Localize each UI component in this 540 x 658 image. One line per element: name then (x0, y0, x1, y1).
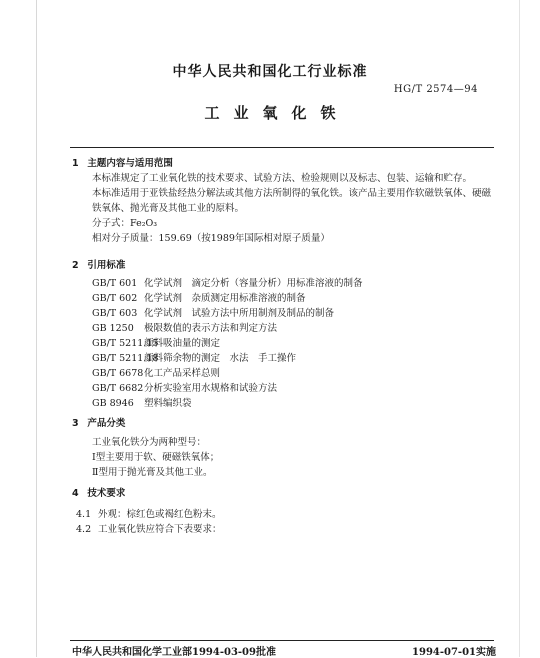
section-heading (72, 258, 494, 273)
section-4 (72, 486, 494, 537)
section-heading (72, 156, 494, 171)
paragraph: 工业氧化铁分为两种型号： (92, 437, 207, 448)
reference-item (72, 396, 494, 411)
paragraph: 相对分子质量：159.69（按1989年国际相对原子质量） (92, 233, 330, 244)
reference-name: 颜料吸油量的测定 (144, 338, 221, 349)
clause-item (72, 507, 494, 522)
reference-name: 颜料筛余物的测定 水法 手工操作 (144, 353, 297, 364)
reference-code: GB/T 602 (92, 293, 138, 304)
section-2 (72, 258, 494, 411)
paragraph: Ⅱ型用于抛光膏及其他工业。 (92, 467, 213, 478)
standard-title: 中华人民共和国化工行业标准 (172, 64, 368, 80)
clause-number: 4.2 (76, 524, 92, 535)
reference-name: 极限数值的表示方法和判定方法 (144, 323, 278, 334)
clause-number: 4.1 (76, 509, 92, 520)
reference-item (72, 351, 494, 366)
reference-name: 化工产品采样总则 (144, 368, 221, 379)
reference-code: GB 8946 (92, 398, 134, 409)
reference-name: 化学试剂 试验方法中所用制剂及制品的制备 (144, 308, 335, 319)
reference-code: GB/T 5211.15 (92, 338, 159, 349)
section-title: 引用标准 (87, 260, 126, 271)
reference-item (72, 366, 494, 381)
effective-date: 1994-07-01实施 (412, 647, 496, 658)
reference-name: 分析实验室用水规格和试验方法 (144, 383, 278, 394)
reference-item (72, 306, 494, 321)
standard-code: HG/T 2574—94 (393, 84, 478, 95)
clause-item (72, 522, 494, 537)
footer-rule (70, 640, 494, 641)
reference-item (72, 276, 494, 291)
clause-text: 工业氧化铁应符合下表要求： (98, 524, 222, 535)
reference-item (72, 321, 494, 336)
paragraph: 本标准适用于亚铁盐经热分解法或其他方法所制得的氧化铁。该产品主要用作软磁铁氧体、硬磁铁氧体、抛光膏及其他工业的原料。 (92, 188, 492, 214)
reference-name: 化学试剂 杂质测定用标准溶液的制备 (144, 293, 306, 304)
reference-item (72, 336, 494, 351)
section-heading (72, 416, 494, 431)
section-1 (72, 156, 494, 246)
reference-name: 塑料编织袋 (144, 398, 192, 409)
reference-code: GB/T 6682 (92, 383, 144, 394)
section-title: 技术要求 (87, 488, 126, 499)
section-heading (72, 486, 494, 501)
header-rule (70, 147, 494, 148)
reference-code: GB/T 5211.18 (92, 353, 159, 364)
reference-code: GB 1250 (92, 323, 134, 334)
scan-edge-left (36, 0, 37, 657)
approval-date: 中华人民共和国化学工业部1994-03-09批准 (72, 647, 276, 658)
section-number: 2 (72, 260, 79, 271)
scan-edge-right (519, 0, 520, 657)
reference-code: GB/T 601 (92, 278, 138, 289)
paragraph: Ⅰ型主要用于软、硬磁铁氧体； (92, 452, 220, 463)
clause-text: 外观：棕红色或褐红色粉末。 (98, 509, 222, 520)
reference-item (72, 291, 494, 306)
paragraph: 分子式：Fe₂O₃ (92, 218, 158, 229)
document-title: 工业氧化铁 (204, 104, 350, 122)
reference-code: GB/T 6678 (92, 368, 144, 379)
section-number: 3 (72, 418, 79, 429)
section-title: 产品分类 (87, 418, 126, 429)
reference-name: 化学试剂 滴定分析（容量分析）用标准溶液的制备 (144, 278, 363, 289)
section-number: 1 (72, 158, 79, 169)
section-3 (72, 416, 494, 480)
section-title: 主题内容与适用范围 (87, 158, 173, 169)
reference-code: GB/T 603 (92, 308, 138, 319)
reference-item (72, 381, 494, 396)
section-number: 4 (72, 488, 79, 499)
paragraph: 本标准规定了工业氧化铁的技术要求、试验方法、检验规则以及标志、包装、运输和贮存。 (92, 173, 473, 184)
